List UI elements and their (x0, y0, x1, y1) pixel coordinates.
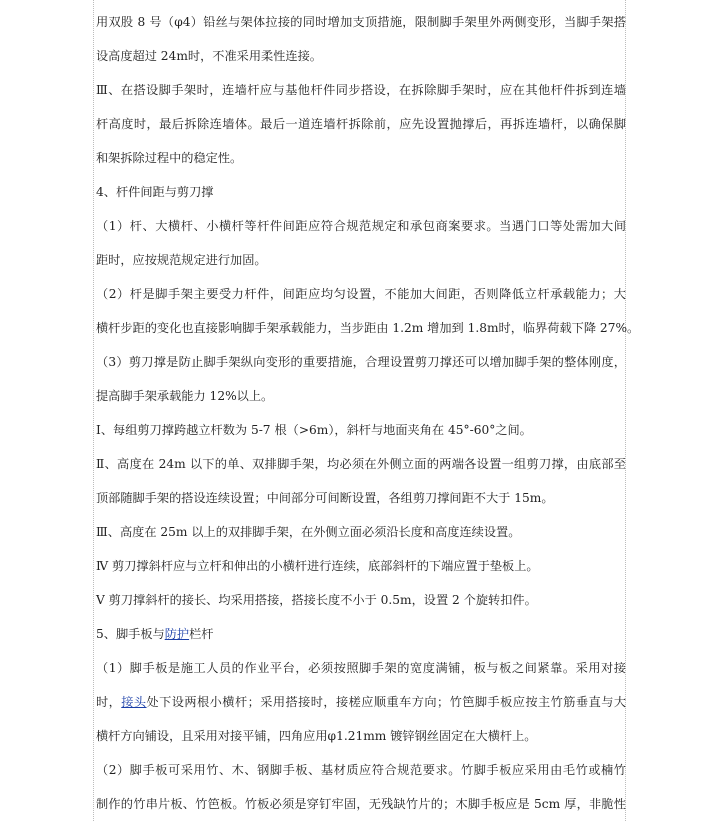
text-line: 4、杆件间距与剪刀撑 (96, 185, 214, 199)
text-line: Ⅱ、高度在 24m 以下的单、双排脚手架，均必须在外侧立面的两端各设置一组剪刀撑，由底部至 (96, 457, 626, 471)
text-segment: 处下设两根小横杆；采用搭接时，接槎应顺重车方向；竹笆脚手板应按主竹筋垂直与大 (146, 695, 627, 709)
text-line: （1）脚手板是施工人员的作业平台，必须按照脚手架的宽度满铺，板与板之间紧靠。采用对接 (96, 661, 626, 675)
hyperlink[interactable]: 接头 (121, 695, 147, 709)
text-line: 设高度超过 24m时，不准采用柔性连接。 (96, 49, 322, 63)
text-line: 距时，应按规范规定进行加固。 (96, 253, 267, 267)
text-line: （3）剪刀撑是防止脚手架纵向变形的重要措施，合理设置剪刀撑还可以增加脚手架的整体刚度， (96, 355, 626, 369)
text-line: （2）杆是脚手架主要受力杆件，间距应均匀设置，不能加大间距，否则降低立杆承载能力；大 (96, 287, 626, 301)
text-line: 横杆步距的变化也直接影响脚手架承载能力，当步距由 1.2m 增加到 1.8m时，临界荷载下降 27%。 (96, 321, 640, 335)
text-line: 提高脚手架承载能力 12%以上。 (96, 389, 274, 403)
text-line: Ⅰ、每组剪刀撑跨越立杆数为 5-7 根（>6m），斜杆与地面夹角在 45°-60°之间。 (96, 423, 532, 437)
document-body (96, 8, 640, 824)
text-line: Ⅳ 剪刀撑斜杆应与立杆和伸出的小横杆进行连续，底部斜杆的下端应置于垫板上。 (96, 559, 539, 573)
text-line: Ⅲ、高度在 25m 以上的双排脚手架，在外侧立面必须沿长度和高度连续设置。 (96, 525, 521, 539)
text-line: 横杆方向铺设，且采用对接平铺，四角应用φ1.21mm 镀锌钢丝固定在大横杆上。 (96, 729, 537, 743)
text-line: 和架拆除过程中的稳定性。 (96, 151, 243, 165)
text-line: （1）杆、大横杆、小横杆等杆件间距应符合规范规定和承包商案要求。当遇门口等处需加大间 (96, 219, 626, 233)
text-line: 顶部随脚手架的搭设连续设置；中间部分可间断设置，各组剪刀撑间距不大于 15m。 (96, 491, 554, 505)
text-line: 杆高度时，最后拆除连墙体。最后一道连墙杆拆除前，应先设置抛撑后，再拆连墙杆，以确保脚 (96, 117, 626, 131)
text-segment: 5、脚手板与 (96, 627, 165, 641)
text-line: （2）脚手板可采用竹、木、钢脚手板、基材质应符合规范要求。竹脚手板应采用由毛竹或楠竹 (96, 763, 626, 777)
text-segment: 时， (96, 695, 122, 709)
text-segment: 栏杆 (189, 627, 214, 641)
hyperlink[interactable]: 防护 (164, 627, 190, 641)
text-line (96, 688, 626, 722)
text-line: 制作的竹串片板、竹笆板。竹板必须是穿钉牢固，无残缺竹片的；木脚手板应是 5cm 厚，非脆性 (96, 797, 626, 811)
text-line: Ⅲ、在搭设脚手架时，连墙杆应与基他杆件同步搭设，在拆除脚手架时，应在其他杆件拆到连墙 (96, 83, 626, 97)
page-margin-guide-left (93, 0, 94, 821)
text-line (96, 620, 626, 654)
text-line: Ⅴ 剪刀撑斜杆的接长、均采用搭接，搭接长度不小于 0.5m，设置 2 个旋转扣件。 (96, 593, 537, 607)
text-line: 用双股 8 号（φ4）铅丝与架体拉接的同时增加支顶措施，限制脚手架里外两侧变形，当脚手架搭 (96, 15, 626, 29)
